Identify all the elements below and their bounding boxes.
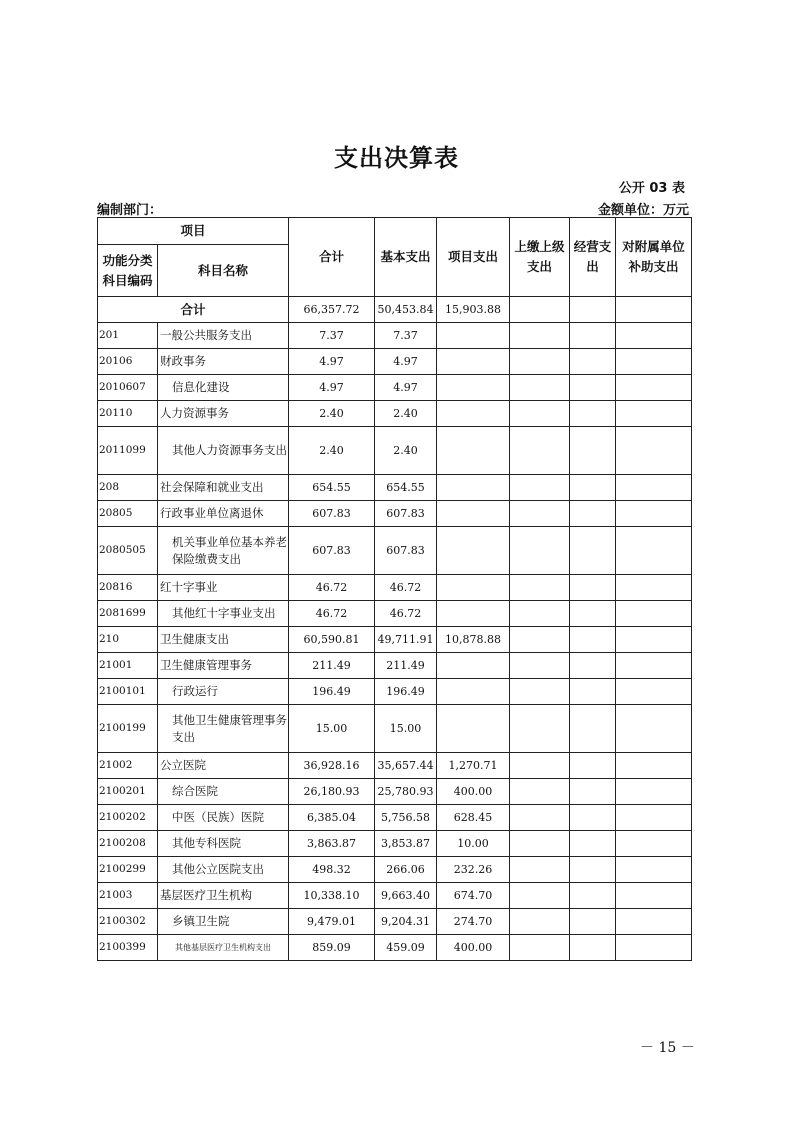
row-subsidy: [616, 349, 692, 375]
row-business: [570, 627, 616, 653]
page-title: 支出决算表: [334, 144, 459, 172]
row-business: [570, 805, 616, 831]
row-basic: 9,663.40: [375, 883, 437, 909]
row-business: [570, 427, 616, 475]
row-basic: 25,780.93: [375, 779, 437, 805]
total-upper: [510, 297, 570, 323]
header-total: 合计: [289, 218, 375, 297]
row-name: 其他人力资源事务支出: [158, 427, 289, 475]
table-row: [98, 323, 692, 349]
row-total: 607.83: [289, 501, 375, 527]
row-project: 400.00: [437, 935, 510, 961]
row-total: 2.40: [289, 401, 375, 427]
row-basic: 49,711.91: [375, 627, 437, 653]
row-project: [437, 323, 510, 349]
row-name: 其他红十字事业支出: [158, 601, 289, 627]
row-code: 20805: [98, 501, 158, 527]
row-basic: 5,756.58: [375, 805, 437, 831]
total-row: [98, 297, 692, 323]
row-project: [437, 679, 510, 705]
row-basic: 46.72: [375, 575, 437, 601]
row-name: 基层医疗卫生机构: [158, 883, 289, 909]
row-code: 20110: [98, 401, 158, 427]
row-project: [437, 653, 510, 679]
header-name: 科目名称: [158, 245, 289, 297]
row-business: [570, 857, 616, 883]
row-total: 3,863.87: [289, 831, 375, 857]
row-upper: [510, 805, 570, 831]
row-business: [570, 705, 616, 753]
table-row: [98, 401, 692, 427]
row-project: [437, 401, 510, 427]
row-total: 36,928.16: [289, 753, 375, 779]
row-total: 211.49: [289, 653, 375, 679]
row-upper: [510, 831, 570, 857]
row-name: 其他公立医院支出: [158, 857, 289, 883]
row-upper: [510, 375, 570, 401]
row-total: 10,338.10: [289, 883, 375, 909]
row-upper: [510, 501, 570, 527]
row-business: [570, 401, 616, 427]
row-basic: 4.97: [375, 349, 437, 375]
row-project: 400.00: [437, 779, 510, 805]
page-number: － 15 －: [640, 1040, 695, 1056]
header-subsidy: 对附属单位补助支出: [616, 218, 692, 297]
row-name: 中医（民族）医院: [158, 805, 289, 831]
row-name: 综合医院: [158, 779, 289, 805]
row-upper: [510, 575, 570, 601]
row-project: 10,878.88: [437, 627, 510, 653]
row-subsidy: [616, 401, 692, 427]
header-project-expenditure: 项目支出: [437, 218, 510, 297]
row-code: 21001: [98, 653, 158, 679]
row-basic: 2.40: [375, 401, 437, 427]
row-upper: [510, 401, 570, 427]
row-upper: [510, 527, 570, 575]
row-name: 其他专科医院: [158, 831, 289, 857]
row-name: 一般公共服务支出: [158, 323, 289, 349]
row-upper: [510, 857, 570, 883]
table-row: [98, 475, 692, 501]
row-total: 498.32: [289, 857, 375, 883]
row-subsidy: [616, 375, 692, 401]
row-total: 4.97: [289, 349, 375, 375]
row-business: [570, 883, 616, 909]
row-code: 21002: [98, 753, 158, 779]
row-upper: [510, 779, 570, 805]
row-project: [437, 601, 510, 627]
row-subsidy: [616, 753, 692, 779]
row-upper: [510, 679, 570, 705]
row-upper: [510, 705, 570, 753]
row-total: 46.72: [289, 575, 375, 601]
header-project: 项目: [98, 218, 289, 245]
total-business: [570, 297, 616, 323]
row-project: 274.70: [437, 909, 510, 935]
row-basic: 607.83: [375, 527, 437, 575]
row-business: [570, 501, 616, 527]
row-subsidy: [616, 427, 692, 475]
row-project: 232.26: [437, 857, 510, 883]
row-upper: [510, 753, 570, 779]
row-business: [570, 527, 616, 575]
row-subsidy: [616, 705, 692, 753]
row-basic: 3,853.87: [375, 831, 437, 857]
row-code: 21003: [98, 883, 158, 909]
row-business: [570, 575, 616, 601]
row-subsidy: [616, 501, 692, 527]
row-basic: 459.09: [375, 935, 437, 961]
row-upper: [510, 349, 570, 375]
table-row: [98, 779, 692, 805]
row-total: 7.37: [289, 323, 375, 349]
amount-unit-label: 金额单位：万元: [597, 203, 689, 218]
row-upper: [510, 627, 570, 653]
table-row: [98, 857, 692, 883]
row-upper: [510, 601, 570, 627]
row-basic: 9,204.31: [375, 909, 437, 935]
table-row: [98, 427, 692, 475]
row-upper: [510, 935, 570, 961]
total-label: 合计: [98, 297, 289, 323]
row-business: [570, 375, 616, 401]
row-subsidy: [616, 575, 692, 601]
table-row: [98, 627, 692, 653]
department-label: 编制部门：: [97, 203, 163, 218]
form-number: 公开 03 表: [618, 181, 685, 196]
row-upper: [510, 883, 570, 909]
row-basic: 46.72: [375, 601, 437, 627]
row-subsidy: [616, 883, 692, 909]
table-row: [98, 501, 692, 527]
row-code: 20816: [98, 575, 158, 601]
row-basic: 211.49: [375, 653, 437, 679]
header-business: 经营支出: [570, 218, 616, 297]
row-project: 628.45: [437, 805, 510, 831]
row-project: [437, 349, 510, 375]
row-basic: 654.55: [375, 475, 437, 501]
total-subsidy: [616, 297, 692, 323]
row-name: 财政事务: [158, 349, 289, 375]
row-project: [437, 475, 510, 501]
row-code: 20106: [98, 349, 158, 375]
table-row: [98, 909, 692, 935]
table-row: [98, 805, 692, 831]
row-total: 654.55: [289, 475, 375, 501]
row-total: 15.00: [289, 705, 375, 753]
row-code: 2100208: [98, 831, 158, 857]
row-business: [570, 323, 616, 349]
row-code: 2100101: [98, 679, 158, 705]
row-total: 607.83: [289, 527, 375, 575]
row-subsidy: [616, 653, 692, 679]
row-total: 60,590.81: [289, 627, 375, 653]
row-subsidy: [616, 909, 692, 935]
row-code: 2011099: [98, 427, 158, 475]
row-name: 人力资源事务: [158, 401, 289, 427]
expenditure-table: [97, 217, 692, 961]
row-subsidy: [616, 831, 692, 857]
row-business: [570, 753, 616, 779]
row-name: 机关事业单位基本养老保险缴费支出: [158, 527, 289, 575]
row-code: 2010607: [98, 375, 158, 401]
row-name: 红十字事业: [158, 575, 289, 601]
row-project: 674.70: [437, 883, 510, 909]
row-name: 信息化建设: [158, 375, 289, 401]
row-total: 196.49: [289, 679, 375, 705]
row-name: 行政运行: [158, 679, 289, 705]
row-code: 201: [98, 323, 158, 349]
row-project: [437, 527, 510, 575]
total-total: 66,357.72: [289, 297, 375, 323]
row-total: 26,180.93: [289, 779, 375, 805]
total-basic: 50,453.84: [375, 297, 437, 323]
row-basic: 15.00: [375, 705, 437, 753]
row-code: 2100202: [98, 805, 158, 831]
row-project: [437, 501, 510, 527]
row-project: [437, 427, 510, 475]
row-upper: [510, 475, 570, 501]
table-row: [98, 705, 692, 753]
row-name: 公立医院: [158, 753, 289, 779]
row-subsidy: [616, 527, 692, 575]
row-basic: 196.49: [375, 679, 437, 705]
table-row: [98, 575, 692, 601]
row-name: 其他基层医疗卫生机构支出: [158, 935, 289, 961]
row-name: 社会保障和就业支出: [158, 475, 289, 501]
row-project: [437, 575, 510, 601]
row-name: 行政事业单位离退休: [158, 501, 289, 527]
row-code: 2100199: [98, 705, 158, 753]
row-total: 9,479.01: [289, 909, 375, 935]
row-basic: 7.37: [375, 323, 437, 349]
row-subsidy: [616, 475, 692, 501]
row-name: 其他卫生健康管理事务支出: [158, 705, 289, 753]
row-basic: 4.97: [375, 375, 437, 401]
row-upper: [510, 323, 570, 349]
row-code: 2080505: [98, 527, 158, 575]
row-total: 859.09: [289, 935, 375, 961]
row-code: 210: [98, 627, 158, 653]
row-total: 2.40: [289, 427, 375, 475]
row-business: [570, 349, 616, 375]
row-subsidy: [616, 323, 692, 349]
row-subsidy: [616, 779, 692, 805]
total-project: 15,903.88: [437, 297, 510, 323]
row-code: 2100299: [98, 857, 158, 883]
row-subsidy: [616, 627, 692, 653]
row-project: [437, 375, 510, 401]
row-business: [570, 653, 616, 679]
row-business: [570, 831, 616, 857]
row-total: 6,385.04: [289, 805, 375, 831]
row-basic: 607.83: [375, 501, 437, 527]
row-basic: 266.06: [375, 857, 437, 883]
row-basic: 35,657.44: [375, 753, 437, 779]
row-total: 46.72: [289, 601, 375, 627]
row-name: 卫生健康支出: [158, 627, 289, 653]
row-name: 乡镇卫生院: [158, 909, 289, 935]
row-project: 10.00: [437, 831, 510, 857]
row-code: 2100399: [98, 935, 158, 961]
row-subsidy: [616, 857, 692, 883]
row-business: [570, 909, 616, 935]
row-code: 2100201: [98, 779, 158, 805]
table-row: [98, 753, 692, 779]
row-subsidy: [616, 679, 692, 705]
row-business: [570, 601, 616, 627]
table-row: [98, 375, 692, 401]
row-business: [570, 679, 616, 705]
table-row: [98, 883, 692, 909]
row-basic: 2.40: [375, 427, 437, 475]
row-code: 2081699: [98, 601, 158, 627]
row-subsidy: [616, 805, 692, 831]
table-row: [98, 527, 692, 575]
table-row: [98, 349, 692, 375]
row-total: 4.97: [289, 375, 375, 401]
row-project: [437, 705, 510, 753]
row-project: 1,270.71: [437, 753, 510, 779]
row-name: 卫生健康管理事务: [158, 653, 289, 679]
header-basic: 基本支出: [375, 218, 437, 297]
row-business: [570, 935, 616, 961]
table-row: [98, 831, 692, 857]
row-code: 208: [98, 475, 158, 501]
table-row: [98, 653, 692, 679]
row-upper: [510, 653, 570, 679]
row-business: [570, 475, 616, 501]
row-subsidy: [616, 601, 692, 627]
table-row: [98, 935, 692, 961]
row-upper: [510, 427, 570, 475]
row-upper: [510, 909, 570, 935]
table-row: [98, 679, 692, 705]
row-code: 2100302: [98, 909, 158, 935]
header-upper: 上缴上级支出: [510, 218, 570, 297]
row-subsidy: [616, 935, 692, 961]
table-row: [98, 601, 692, 627]
header-code: 功能分类科目编码: [98, 245, 158, 297]
row-business: [570, 779, 616, 805]
